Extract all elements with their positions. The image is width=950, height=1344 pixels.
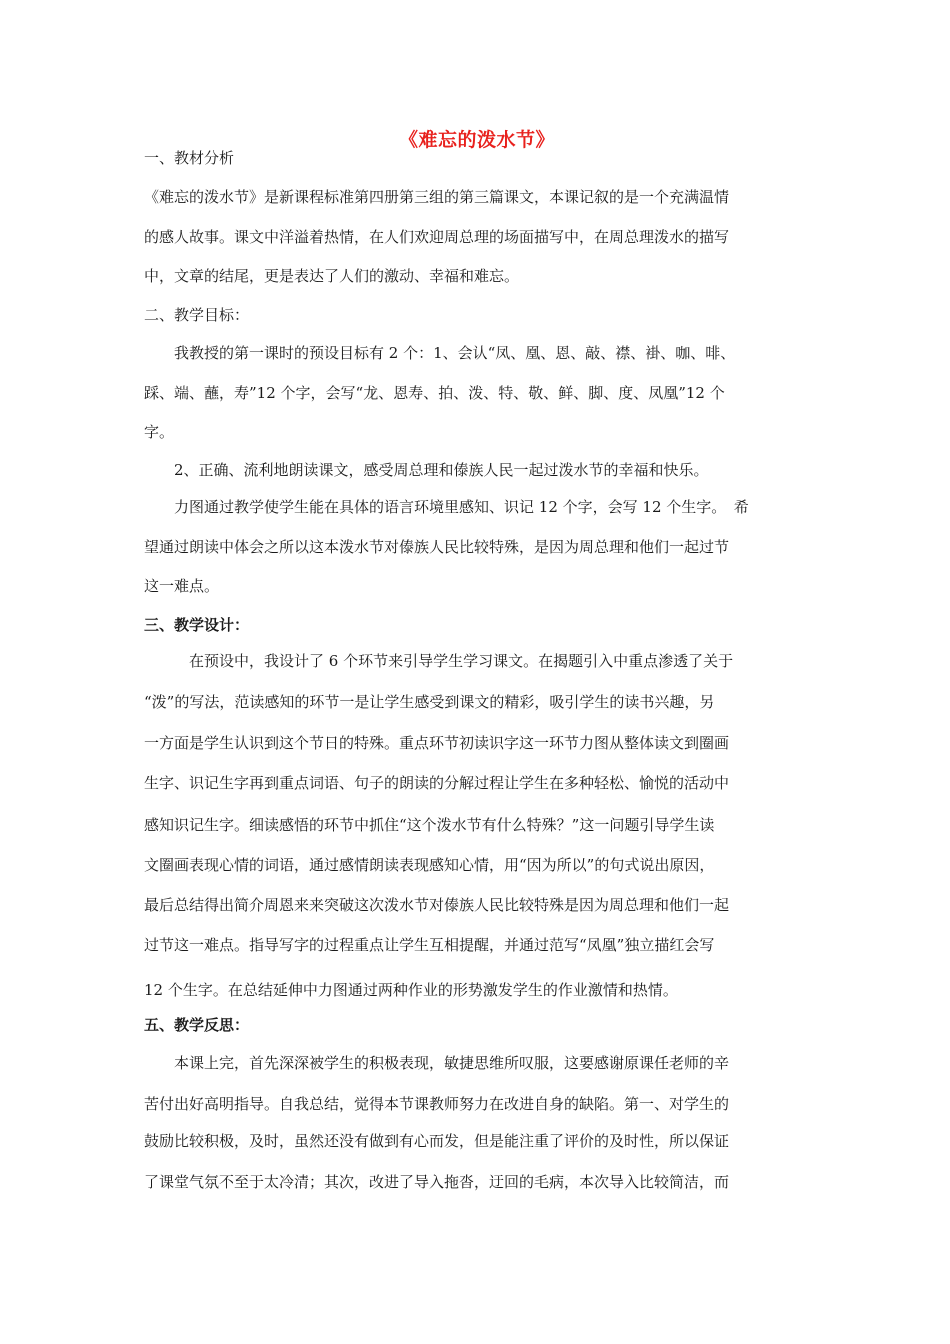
body-text-line: 文圈画表现心情的词语，通过感情朗读表现感知心情，用“因为所以”的句式说出原因， [144,856,715,874]
body-text-line: 本课上完，首先深深被学生的积极表现，敏捷思维所叹服，这要感谢原课任老师的辛 [144,1054,730,1072]
document-title: 《难忘的泼水节》 [398,129,555,151]
body-text-line: 的感人故事。课文中洋溢着热情，在人们欢迎周总理的场面描写中，在周总理泼水的描写 [144,228,730,246]
body-text-line: “泼”的写法，范读感知的环节一是让学生感受到课文的精彩，吸引学生的读书兴趣，另 [144,693,715,711]
section-heading: 二、教学目标： [144,306,250,324]
body-text-line: 字。 [144,423,175,441]
body-text-line: 鼓励比较积极，及时，虽然还没有做到有心而发，但是能注重了评价的及时性，所以保证 [144,1132,730,1150]
body-text-line: 一方面是学生认识到这个节日的特殊。重点环节初读识字这一环节力图从整体读文到圈画 [144,734,730,752]
document-page [144,120,810,1191]
body-text-line: 了课堂气氛不至于太冷清；其次，改进了导入拖沓，迂回的毛病，本次导入比较简洁，而 [144,1173,730,1191]
section-heading: 一、教材分析 [144,149,235,167]
body-text-line: 这一难点。 [144,577,220,595]
body-text-line: 在预设中，我设计了 6 个环节来引导学生学习课文。在揭题引入中重点渗透了关于 [144,652,734,670]
section-heading: 五、教学反思： [144,1016,250,1034]
body-text-line: 力图通过教学使学生能在具体的语言环境里感知、识记 12 个字，会写 12 个生字。 希 [144,498,749,516]
body-text-line: 感知识记生字。细读感悟的环节中抓住“这个泼水节有什么特殊？”这一问题引导学生读 [144,816,715,834]
body-text-line: 苦付出好高明指导。自我总结，觉得本节课教师努力在改进自身的缺陷。第一、对学生的 [144,1095,730,1113]
body-text-line: 生字、识记生字再到重点词语、句子的朗读的分解过程让学生在多种轻松、愉悦的活动中 [144,774,730,792]
body-text-line: 《难忘的泼水节》是新课程标准第四册第三组的第三篇课文，本课记叙的是一个充满温情 [144,188,730,206]
body-text-line: 中，文章的结尾，更是表达了人们的激动、幸福和难忘。 [144,267,520,285]
body-text-line: 最后总结得出简介周恩来来突破这次泼水节对傣族人民比较特殊是因为周总理和他们一起 [144,896,730,914]
body-text-line: 我教授的第一课时的预设目标有 2 个：1、会认“凤、凰、恩、敲、襟、褂、咖、啡、 [144,344,736,362]
body-text-line: 2、正确、流利地朗读课文，感受周总理和傣族人民一起过泼水节的幸福和快乐。 [144,461,709,479]
body-text-line: 过节这一难点。指导写字的过程重点让学生互相提醒，并通过范写“凤凰”独立描红会写 [144,936,715,954]
body-text-line: 踩、端、蘸，寿”12 个字，会写“龙、恩寿、拍、泼、特、敬、鲜、脚、度、凤凰”12 个 [144,384,725,402]
body-text-line: 12 个生字。在总结延伸中力图通过两种作业的形势激发学生的作业激情和热情。 [144,981,678,999]
section-heading: 三、教学设计： [144,616,250,634]
body-text-line: 望通过朗读中体会之所以这本泼水节对傣族人民比较特殊，是因为周总理和他们一起过节 [144,538,730,556]
